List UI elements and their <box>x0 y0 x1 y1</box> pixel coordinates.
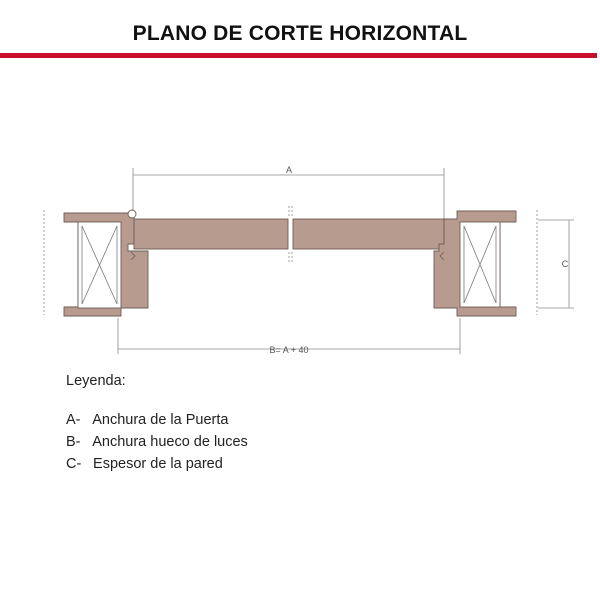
legend <box>66 373 248 475</box>
legend-key: A- <box>66 412 81 428</box>
legend-item-b <box>66 431 248 453</box>
legend-key: B- <box>66 434 81 450</box>
door-leaf-left <box>134 219 288 249</box>
dimension-b-label: B= A + 40 <box>269 345 309 355</box>
legend-key: C- <box>66 456 82 472</box>
dimension-a-label: A <box>285 165 293 175</box>
dimension-c-label: C <box>561 259 569 269</box>
legend-item-c <box>66 453 248 475</box>
legend-text: Anchura hueco de luces <box>92 434 248 450</box>
legend-text: Anchura de la Puerta <box>92 412 229 428</box>
hinge-icon <box>128 210 136 218</box>
door-leaf-right <box>293 219 444 249</box>
legend-item-a <box>66 409 248 431</box>
legend-title: Leyenda: <box>66 373 126 389</box>
page-title: PLANO DE CORTE HORIZONTAL <box>132 22 468 45</box>
legend-text: Espesor de la pared <box>93 456 223 472</box>
